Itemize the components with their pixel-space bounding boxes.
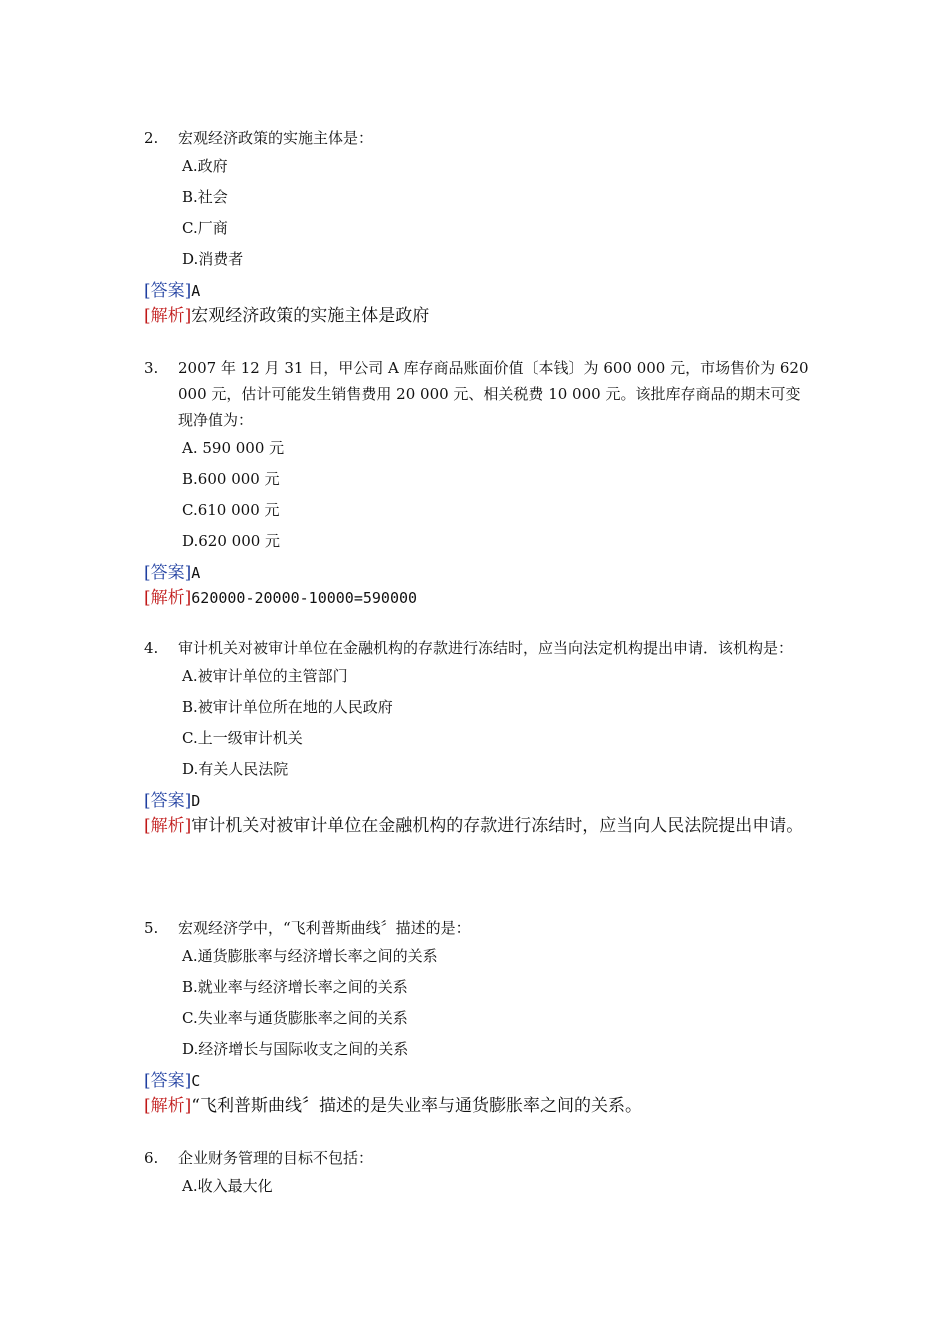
question-text: 宏观经济政策的实施主体是： xyxy=(178,129,374,147)
question-text: 企业财务管理的目标不包括： xyxy=(178,1149,374,1167)
option-a: A.通货膨胀率与经济增长率之间的关系 xyxy=(182,947,438,965)
question-number: 2. xyxy=(144,129,159,147)
question-stem xyxy=(144,125,814,151)
option-d: D.620 000 元 xyxy=(182,532,281,550)
explain-line xyxy=(144,1094,814,1119)
explain-text: 审计机关对被审计单位在金融机构的存款进行冻结时，应当向人民法院提出申请。 xyxy=(191,816,804,836)
question-5 xyxy=(144,915,814,1119)
question-stem xyxy=(144,355,814,433)
question-6 xyxy=(144,1145,814,1202)
question-4 xyxy=(144,635,814,839)
question-number: 6. xyxy=(144,1149,159,1167)
option-c: C.上一级审计机关 xyxy=(182,729,303,747)
answer-tag: [答案] xyxy=(144,791,192,811)
explain-tag: [解析] xyxy=(144,588,192,608)
answer-line xyxy=(144,1069,814,1094)
question-text: 2007 年 12 月 31 日，甲公司 A 库存商品账面价值〔本钱〕为 600 000 元，市场售价为 620 000 元，估计可能发生销售费用 20 000 元、相关税费 10 000 元。该批库存商品的期末可变现净值为： xyxy=(178,359,809,429)
question-number: 5. xyxy=(144,919,159,937)
option-b: B.被审计单位所在地的人民政府 xyxy=(182,698,393,716)
answer-line xyxy=(144,789,814,814)
answer-line xyxy=(144,279,814,304)
answer-value: A xyxy=(191,564,201,582)
question-number: 4. xyxy=(144,639,159,657)
answer-line xyxy=(144,561,814,586)
option-d: D.有关人民法院 xyxy=(182,760,289,778)
question-text: 审计机关对被审计单位在金融机构的存款进行冻结时，应当向法定机构提出申请．该机构是： xyxy=(178,639,794,657)
option-a: A. 590 000 元 xyxy=(182,439,285,457)
option-b: B.600 000 元 xyxy=(182,470,280,488)
question-stem xyxy=(144,635,814,661)
explain-text: “飞利普斯曲线〞描述的是失业率与通货膨胀率之间的关系。 xyxy=(191,1096,642,1116)
explain-text: 宏观经济政策的实施主体是政府 xyxy=(191,306,430,326)
answer-tag: [答案] xyxy=(144,563,192,583)
question-2 xyxy=(144,125,814,329)
explain-line xyxy=(144,586,814,611)
option-a: A.被审计单位的主管部门 xyxy=(182,667,348,685)
explain-text: 620000-20000-10000=590000 xyxy=(191,589,418,607)
option-c: C.610 000 元 xyxy=(182,501,280,519)
explain-tag: [解析] xyxy=(144,816,192,836)
option-d: D.经济增长与国际收支之间的关系 xyxy=(182,1040,409,1058)
explain-line xyxy=(144,814,814,839)
answer-tag: [答案] xyxy=(144,1071,192,1091)
question-stem xyxy=(144,1145,814,1171)
explain-tag: [解析] xyxy=(144,1096,192,1116)
explain-tag: [解析] xyxy=(144,306,192,326)
answer-value: C xyxy=(191,1072,201,1090)
option-c: C.失业率与通货膨胀率之间的关系 xyxy=(182,1009,408,1027)
explain-line xyxy=(144,304,814,329)
answer-value: A xyxy=(191,282,201,300)
option-b: B.就业率与经济增长率之间的关系 xyxy=(182,978,408,996)
question-3 xyxy=(144,355,814,611)
option-c: C.厂商 xyxy=(182,219,228,237)
question-text: 宏观经济学中，“飞利普斯曲线〞描述的是： xyxy=(178,919,471,937)
question-stem xyxy=(144,915,814,941)
question-number: 3. xyxy=(144,359,159,377)
option-a: A.收入最大化 xyxy=(182,1177,273,1195)
answer-value: D xyxy=(191,792,201,810)
option-d: D.消费者 xyxy=(182,250,244,268)
answer-tag: [答案] xyxy=(144,281,192,301)
option-a: A.政府 xyxy=(182,157,228,175)
option-b: B.社会 xyxy=(182,188,228,206)
